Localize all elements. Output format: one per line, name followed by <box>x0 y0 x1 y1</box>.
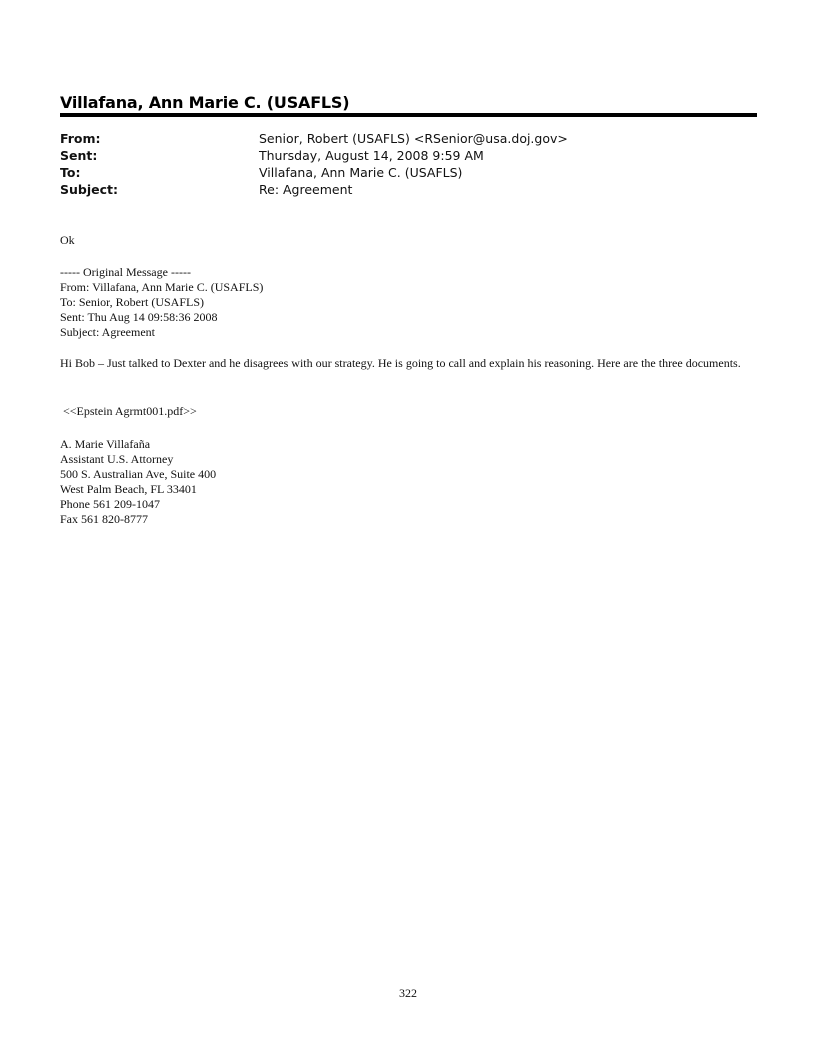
to-label: To: <box>60 165 81 180</box>
original-message-header <box>60 265 760 340</box>
original-subject-line: Subject: Agreement <box>60 325 155 339</box>
signature-title: Assistant U.S. Attorney <box>60 452 174 466</box>
message-body <box>60 356 750 371</box>
signature-phone: Phone 561 209-1047 <box>60 497 160 511</box>
message-body-text: Hi Bob – Just talked to Dexter and he disagrees with our strategy. He is going to call and explain his reasoning. Here are the three documents. <box>60 356 741 370</box>
signature-block <box>60 437 760 527</box>
reply-text <box>60 233 760 248</box>
sent-value: Thursday, August 14, 2008 9:59 AM <box>259 148 484 163</box>
sent-label: Sent: <box>60 148 98 163</box>
attachment-text: <<Epstein Agrmt001.pdf>> <box>63 404 197 418</box>
subject-value: Re: Agreement <box>259 182 353 197</box>
signature-address-line2: West Palm Beach, FL 33401 <box>60 482 197 496</box>
attachment-reference <box>63 404 763 419</box>
from-label: From: <box>60 131 101 146</box>
signature-name: A. Marie Villafaña <box>60 437 151 451</box>
subject-label: Subject: <box>60 182 118 197</box>
to-value: Villafana, Ann Marie C. (USAFLS) <box>259 165 463 180</box>
mailbox-owner-name: Villafana, Ann Marie C. (USAFLS) <box>60 93 350 112</box>
from-value: Senior, Robert (USAFLS) <RSenior@usa.doj.gov> <box>259 131 568 146</box>
signature-address-line1: 500 S. Australian Ave, Suite 400 <box>60 467 217 481</box>
reply-line: Ok <box>60 233 75 247</box>
page-number: 322 <box>399 986 417 1000</box>
original-message-divider: ----- Original Message ----- <box>60 265 191 279</box>
original-to-line: To: Senior, Robert (USAFLS) <box>60 295 205 309</box>
original-from-line: From: Villafana, Ann Marie C. (USAFLS) <box>60 280 264 294</box>
header-rule <box>60 113 757 117</box>
signature-fax: Fax 561 820-8777 <box>60 512 148 526</box>
original-sent-line: Sent: Thu Aug 14 09:58:36 2008 <box>60 310 218 324</box>
